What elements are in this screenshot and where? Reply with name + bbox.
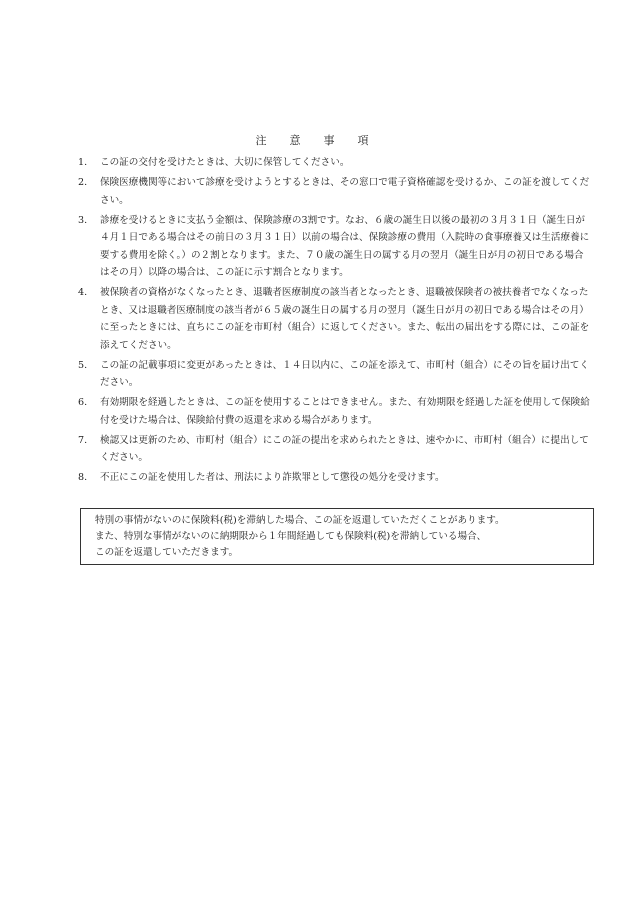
note-item xyxy=(78,174,590,209)
note-text: この証の記載事項に変更があったときは、１４日以内に、この証を添えて、市町村（組合）にその旨を届け出てください。 xyxy=(100,359,589,388)
note-text: 診療を受けるときに支払う金額は、保険診療の3割です。なお、６歳の誕生日以後の最初の３月３１日（誕生日が４月１日である場合はその前日の３月３１日）以前の場合は、保険診療の費用（入院時の食事療養又は生活療養に要する費用を除く。）の２割となります。また、７０歳の誕生日の属する月の翌月（誕生日が月の初日である場合はその月）以降の場合は、この証に示す割合となります。 xyxy=(100,214,590,278)
note-text: 有効期限を経過したときは、この証を使用することはできません。また、有効期限を経過した証を使用して保険給付を受けた場合は、保険給付費の返還を求める場合があります。 xyxy=(100,397,590,426)
delinquency-notice-box xyxy=(80,508,594,565)
note-number: 8. xyxy=(78,472,88,483)
note-item xyxy=(78,469,590,487)
note-number: 1. xyxy=(78,157,88,168)
page-title: 注 意 事 項 xyxy=(255,134,375,147)
note-text: 検認又は更新のため、市町村（組合）にこの証の提出を求められたときは、速やかに、市町村（組合）に提出してください。 xyxy=(100,434,589,463)
note-number: 5. xyxy=(78,359,88,371)
note-item xyxy=(78,154,590,172)
note-text: 被保険者の資格がなくなったとき、退職者医療制度の該当者となったとき、退職被保険者の被扶養者でなくなったとき、又は退職者医療制度の該当者が６５歳の誕生日の属する月の翌月（誕生日が月の初日である場合はその月）に至ったときには、直ちにこの証を市町村（組合）に返してください。また、転出の届出をする際には、この証を添えてください。 xyxy=(100,287,590,351)
note-item xyxy=(78,212,590,282)
note-number: 3. xyxy=(78,214,88,226)
note-item xyxy=(78,284,590,354)
notes-list xyxy=(78,154,590,489)
note-number: 2. xyxy=(78,177,88,188)
notice-line: この証を返還していただきます。 xyxy=(95,547,239,558)
note-number: 4. xyxy=(78,287,88,298)
notice-line: 特別の事情がないのに保険料(税)を滞納した場合、この証を返還していただくことがあります。 xyxy=(95,515,505,526)
note-item xyxy=(78,432,590,467)
note-text: この証の交付を受けたときは、大切に保管してください。 xyxy=(100,157,350,168)
note-item xyxy=(78,394,590,429)
note-number: 7. xyxy=(78,434,88,446)
notice-line: また、特別な事情がないのに納期限から１年間経過しても保険料(税)を滞納している場合、 xyxy=(95,531,487,542)
note-number: 6. xyxy=(78,397,88,408)
note-item xyxy=(78,357,590,392)
note-text: 保険医療機関等において診療を受けようとするときは、その窓口で電子資格確認を受けるか、この証を渡してください。 xyxy=(100,177,590,206)
note-text: 不正にこの証を使用した者は、刑法により詐欺罪として懲役の処分を受けます。 xyxy=(100,472,445,483)
